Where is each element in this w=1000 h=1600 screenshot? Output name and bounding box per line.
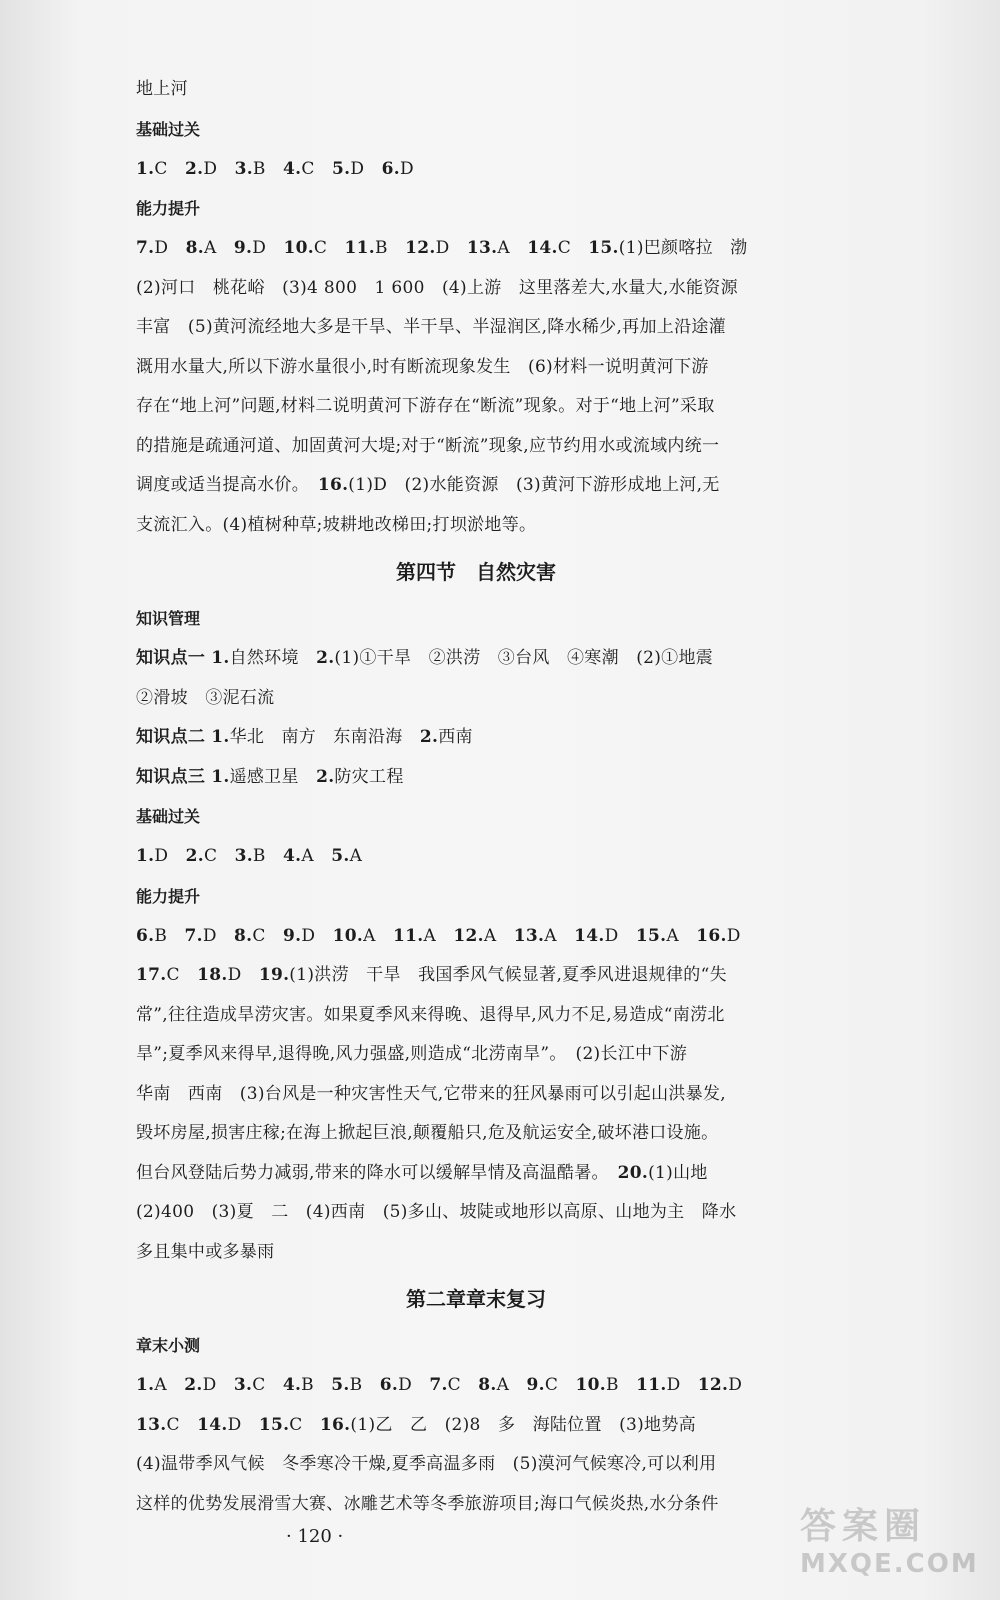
question-number: 1. [136, 158, 155, 179]
answer-text: D [728, 1375, 743, 1395]
answer-content [136, 70, 816, 1524]
answer-line [136, 1154, 816, 1194]
answer-text: A [483, 925, 514, 946]
question-number: 14. [527, 238, 558, 258]
answer-text: 地上河 [136, 79, 188, 99]
question-number: 15. [588, 238, 619, 258]
section-heading: 能力提升 [136, 886, 201, 906]
question-number: 8. [234, 925, 253, 946]
question-number: 16. [696, 925, 727, 946]
question-number: 8. [185, 238, 204, 258]
answer-text: D [398, 1375, 430, 1395]
answer-line [136, 956, 816, 996]
answer-line [136, 308, 816, 348]
question-number: 14. [197, 1414, 228, 1435]
answer-text: D [604, 925, 636, 946]
answer-text: D [203, 158, 235, 179]
section-heading: 知识管理 [136, 609, 201, 628]
answer-text: D [154, 846, 186, 866]
answer-text: A [666, 925, 697, 946]
answer-text: 调度或适当提高水价。 [136, 475, 318, 495]
answer-line [136, 1233, 816, 1273]
answer-text: 溉用水量大,所以下游水量很小,时有断流现象发生 (6)材料一说明黄河下游 [136, 356, 709, 377]
question-number: 5. [331, 846, 350, 866]
answer-line [136, 1445, 816, 1485]
question-number: 1. [136, 1375, 155, 1395]
answer-line [136, 837, 816, 877]
answer-text: 防灾工程 [334, 766, 404, 787]
section-heading: 基础过关 [136, 119, 201, 139]
answer-text: 但台风登陆后势力减弱,带来的降水可以缓解旱情及高温酷暑。 [136, 1162, 618, 1183]
answer-text: C [557, 238, 589, 258]
question-number: 15. [258, 1414, 290, 1435]
answer-text: 多且集中或多暴雨 [136, 1241, 275, 1262]
question-number: 7. [429, 1375, 448, 1395]
answer-text: D [227, 1414, 259, 1435]
answer-text: D [202, 925, 235, 946]
answer-text: D [726, 925, 741, 946]
answer-text: (1)巴颜喀拉 渤 [618, 238, 748, 258]
answer-text: B [252, 846, 284, 866]
answer-line [136, 269, 816, 309]
question-number: 1. [136, 846, 155, 866]
question-number: 10. [283, 238, 314, 258]
answer-text: C [544, 1375, 576, 1395]
answer-line [136, 150, 816, 190]
answer-text: D [399, 158, 414, 179]
answer-line [136, 506, 816, 546]
answer-text: 华南 西南 (3)台风是一种灾害性天气,它带来的狂风暴雨可以引起山洪暴发, [136, 1083, 726, 1104]
answer-text: B [154, 925, 185, 946]
answer-text: D [350, 158, 382, 179]
answer-text: D [154, 238, 186, 258]
question-number: 4. [283, 158, 302, 179]
answer-text: 支流汇入。(4)植树种草;坡耕地改梯田;打坝淤地等。 [136, 514, 537, 535]
page-number: · 120 · [286, 1526, 344, 1547]
question-number: 11. [636, 1375, 667, 1395]
question-number: 8. [478, 1375, 497, 1395]
watermark-title: 答案圈 [800, 1506, 927, 1547]
answer-text: A [154, 1375, 185, 1395]
answer-text: 丰富 (5)黄河流经地大多是干旱、半干旱、半湿润区,降水稀少,再加上沿途灌 [136, 317, 726, 337]
answer-text: C [154, 158, 185, 179]
question-number: 15. [635, 925, 667, 946]
answer-text: C [252, 925, 284, 946]
question-number: 6. [379, 1375, 399, 1395]
answer-text: C [447, 1375, 479, 1395]
question-number: 17. [136, 965, 167, 985]
answer-text: 存在“地上河”问题,材料二说明黄河下游存在“断流”现象。对于“地上河”采取 [136, 396, 715, 416]
answer-line [136, 348, 816, 388]
answer-line [136, 679, 816, 719]
section-heading: 基础过关 [136, 807, 201, 826]
answer-text: D [666, 1375, 698, 1395]
answer-line [136, 427, 816, 467]
question-number: 19. [258, 965, 290, 985]
question-number: 13. [466, 238, 498, 258]
question-number: 9. [283, 925, 302, 946]
question-number: 12. [697, 1375, 729, 1395]
answer-text: 毁坏房屋,损害庄稼;在海上掀起巨浪,颠覆船只,危及航运安全,破坏港口设施。 [136, 1123, 719, 1143]
question-number: 6. [381, 158, 400, 179]
answer-text: D [227, 965, 259, 985]
question-number: 12. [405, 238, 436, 258]
answer-text: D [301, 925, 333, 946]
question-number: 5. [331, 158, 351, 179]
answer-text: 的措施是疏通河道、加固黄河大堤;对于“断流”现象,应节约用水或流域内统一 [136, 435, 720, 456]
question-number: 9. [233, 238, 253, 258]
question-number: 4. [282, 1375, 302, 1395]
answer-text: 华北 南方 东南沿海 [229, 727, 420, 747]
answer-text: (2)河口 桃花峪 (3)4 800 1 600 (4)上游 这里落差大,水量大,水能资源 [136, 277, 738, 298]
answer-text: C [166, 965, 198, 985]
question-number: 2. [184, 1375, 203, 1395]
answer-text: B [375, 238, 406, 258]
question-number: 13. [513, 925, 545, 946]
answer-text: A [423, 925, 454, 946]
answer-text: C [252, 1375, 283, 1395]
answer-text: C [166, 1414, 198, 1435]
question-number: 4. [283, 846, 302, 866]
answer-text: D [435, 238, 467, 258]
answer-text: A [349, 846, 363, 866]
answer-line [136, 1075, 816, 1115]
answer-line [136, 1366, 816, 1406]
question-number: 7. [184, 925, 203, 946]
chapter-title: 第四节 自然灾害 [396, 560, 556, 584]
answer-text: C [289, 1414, 320, 1435]
knowledge-point-label: 知识点一 [136, 648, 206, 668]
chapter-title: 第二章章末复习 [406, 1287, 546, 1311]
question-number: 1. [211, 648, 230, 668]
question-number: 3. [234, 846, 253, 866]
answer-text: 自然环境 [229, 648, 317, 668]
answer-line [136, 1114, 816, 1154]
question-number: 2. [316, 648, 335, 668]
question-number: 2. [419, 727, 439, 747]
question-number: 18. [197, 965, 228, 985]
answer-text: (1)D (2)水能资源 (3)黄河下游形成地上河,无 [348, 475, 720, 495]
question-number: 9. [526, 1375, 545, 1395]
question-number: 1. [211, 766, 230, 787]
answer-text: A [497, 238, 528, 258]
question-number: 16. [317, 475, 349, 495]
question-number: 2. [316, 766, 335, 787]
answer-text: A [363, 925, 393, 946]
answer-line [136, 758, 816, 798]
answer-line [136, 996, 816, 1036]
question-number: 5. [331, 1375, 350, 1395]
answer-text: B [349, 1375, 380, 1395]
question-number: 2. [184, 158, 204, 179]
answer-text: C [301, 158, 332, 179]
answer-line [136, 917, 816, 957]
answer-line [136, 1193, 816, 1233]
answer-text: A [496, 1375, 527, 1395]
watermark-logo [800, 1498, 986, 1598]
section-heading: 章末小测 [136, 1336, 201, 1355]
answer-text: ②滑坡 ③泥石流 [136, 687, 275, 708]
answer-text: D [202, 1375, 234, 1395]
question-number: 2. [185, 846, 204, 866]
answer-line [136, 466, 816, 506]
answer-text: A [544, 925, 575, 946]
answer-text: A [203, 238, 234, 258]
knowledge-point-label: 知识点二 [136, 727, 206, 747]
answer-text: (1)乙 乙 (2)8 多 海陆位置 (3)地势高 [350, 1414, 696, 1435]
answer-text: (2)400 (3)夏 二 (4)西南 (5)多山、坡陡或地形以高原、山地为主 降水 [136, 1202, 737, 1222]
answer-line [136, 639, 816, 679]
question-number: 10. [332, 925, 364, 946]
knowledge-point-label: 知识点三 [136, 766, 206, 787]
question-number: 3. [234, 158, 253, 179]
answer-line [136, 70, 816, 110]
watermark-url: MXQE.COM [800, 1549, 979, 1579]
answer-text: A [301, 846, 332, 866]
answer-line [136, 229, 816, 269]
answer-line [136, 1035, 816, 1075]
section-heading: 能力提升 [136, 199, 201, 218]
answer-line [136, 1485, 816, 1525]
question-number: 16. [319, 1414, 351, 1435]
question-number: 20. [617, 1162, 649, 1183]
question-number: 3. [233, 1375, 253, 1395]
answer-text: (4)温带季风气候 冬季寒冷干燥,夏季高温多雨 (5)漠河气候寒冷,可以利用 [136, 1454, 717, 1474]
question-number: 6. [136, 925, 155, 946]
question-number: 13. [136, 1414, 167, 1435]
question-number: 7. [136, 238, 155, 258]
question-number: 10. [575, 1375, 606, 1395]
answer-line [136, 718, 816, 758]
question-number: 1. [211, 727, 230, 747]
question-number: 14. [574, 925, 605, 946]
answer-text: 常”,往往造成旱涝灾害。如果夏季风来得晚、退得早,风力不足,易造成“南涝北 [136, 1004, 725, 1025]
answer-line [136, 1406, 816, 1446]
answer-text: (1)①干旱 ②洪涝 ③台风 ④寒潮 (2)①地震 [334, 648, 714, 668]
answer-line [136, 387, 816, 427]
question-number: 12. [453, 925, 484, 946]
answer-text: B [605, 1375, 637, 1395]
answer-text: D [252, 238, 284, 258]
question-number: 11. [344, 238, 376, 258]
answer-text: (1)洪涝 干旱 我国季风气候显著,夏季风进退规律的“失 [289, 965, 727, 985]
answer-text: B [252, 158, 284, 179]
answer-text: 旱”;夏季风来得早,退得晚,风力强盛,则造成“北涝南旱”。 (2)长江中下游 [136, 1044, 687, 1064]
answer-text: 这样的优势发展滑雪大赛、冰雕艺术等冬季旅游项目;海口气候炎热,水分条件 [136, 1493, 719, 1514]
answer-text: B [301, 1375, 332, 1395]
answer-text: 西南 [438, 727, 473, 747]
answer-text: 遥感卫星 [229, 766, 317, 787]
answer-text: C [313, 238, 345, 258]
answer-text: (1)山地 [648, 1162, 708, 1183]
question-number: 11. [392, 925, 424, 946]
answer-text: C [203, 846, 235, 866]
